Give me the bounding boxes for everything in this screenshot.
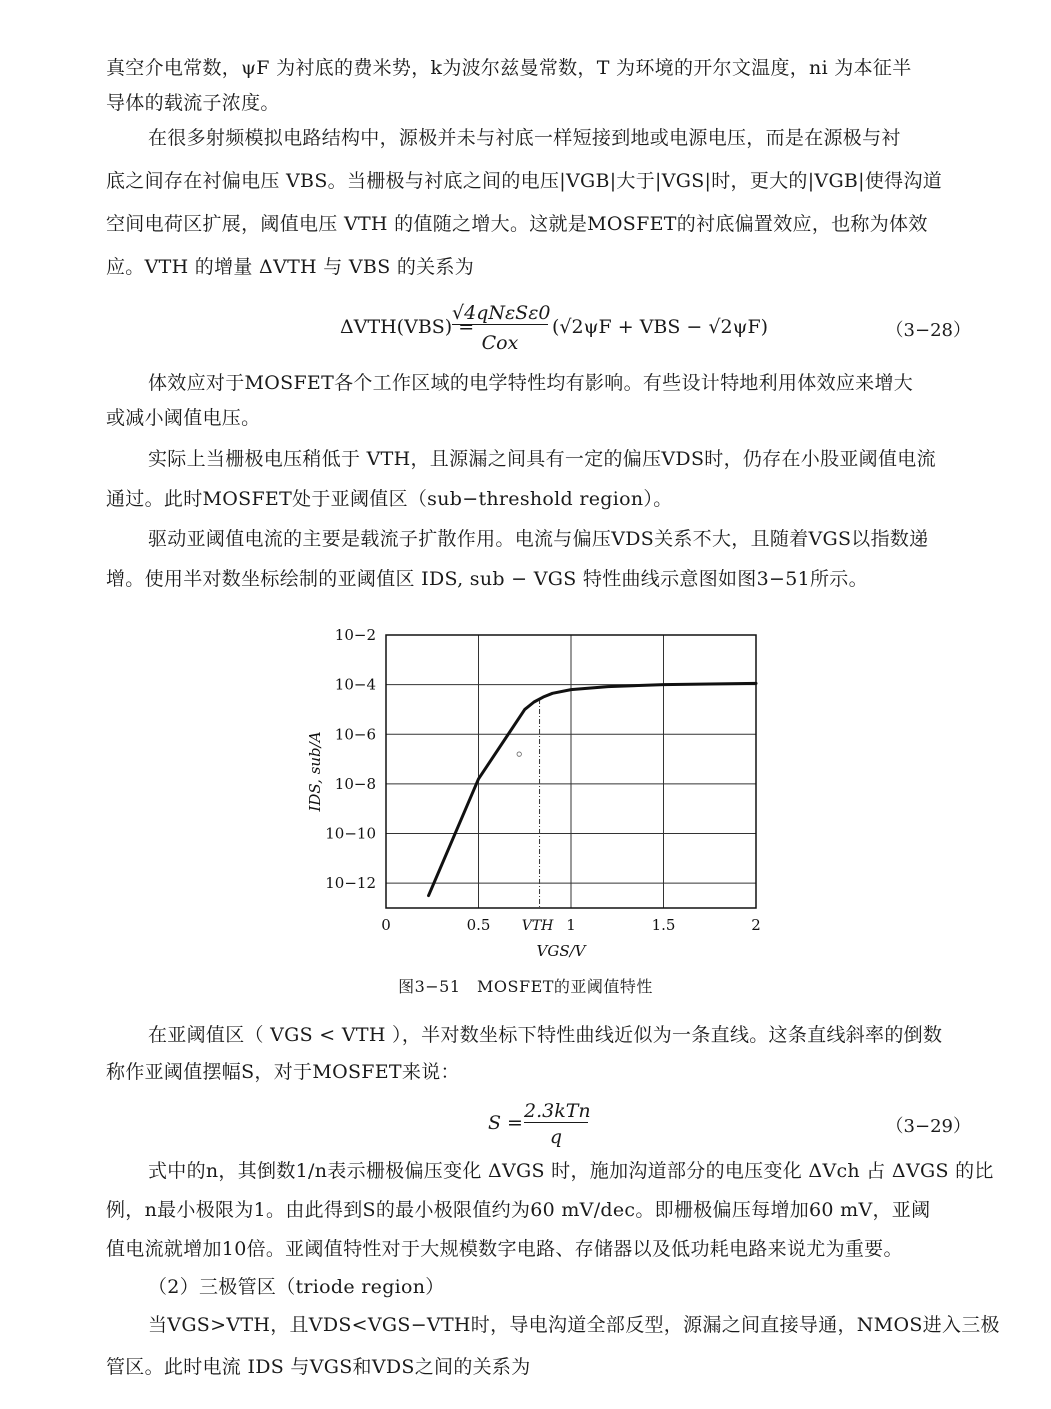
- figure-caption: 图3−51 MOSFET的亚阈值特性: [398, 977, 653, 996]
- eq1-numerator: √4qNεSε0: [452, 302, 551, 324]
- p2-line3: 空间电荷区扩展，阈值电压 VTH 的值随之增大。这就是MOSFET的衬底偏置效应，也称为体效: [106, 213, 928, 235]
- y-axis-label: IDS, sub/A: [306, 731, 324, 812]
- eq2-lhs: S =: [488, 1112, 523, 1134]
- y-tick-label: 10−4: [334, 675, 376, 694]
- y-tick-label: 10−12: [325, 874, 376, 893]
- p1-line2: 导体的载流子浓度。: [106, 92, 280, 114]
- p3-line2: 或减小阈值电压。: [106, 407, 261, 429]
- p1-line1: 真空介电常数，ψF 为衬底的费米势，k为波尔兹曼常数，T 为环境的开尔文温度，ni 为本征半: [106, 57, 912, 79]
- eq2-number: （3−29）: [885, 1116, 971, 1137]
- marker-point: [517, 752, 521, 756]
- p2-line4: 应。VTH 的增量 ΔVTH 与 VBS 的关系为: [106, 256, 475, 278]
- p2-line2: 底之间存在衬偏电压 VBS。当栅极与衬底之间的电压|VGB|大于|VGS|时，更大的|VGB|使得沟道: [106, 170, 943, 192]
- eq1-lhs: ΔVTH(VBS) =: [340, 316, 475, 338]
- p7-line1: 式中的n，其倒数1/n表示栅极偏压变化 ΔVGS 时，施加沟道部分的电压变化 ΔVch 占 ΔVGS 的比: [148, 1160, 994, 1182]
- figure-3-51: [300, 620, 780, 965]
- p5-line1: 驱动亚阈值电流的主要是载流子扩散作用。电流与偏压VDS关系不大，且随着VGS以指数递: [148, 528, 929, 550]
- p9-line1: 当VGS>VTH，且VDS<VGS−VTH时，导电沟道全部反型，源漏之间直接导通，NMOS进入三极: [148, 1314, 1000, 1336]
- p5-line2: 增。使用半对数坐标绘制的亚阈值区 IDS, sub − VGS 特性曲线示意图如图3−51所示。: [106, 568, 868, 590]
- x-axis-label: VGS/V: [536, 942, 586, 960]
- section-heading-triode: （2）三极管区（triode region）: [148, 1276, 445, 1298]
- x-tick-label: 1.5: [651, 916, 676, 934]
- eq1-rhs: (√2ψF + VBS − √2ψF): [552, 316, 769, 338]
- equation-3-29: [0, 1100, 1051, 1150]
- x-tick-label: 1: [566, 916, 576, 934]
- p6-line2: 称作亚阈值摆幅S，对于MOSFET来说：: [106, 1061, 460, 1083]
- p2-line1: 在很多射频模拟电路结构中，源极并未与衬底一样短接到地或电源电压，而是在源极与衬: [148, 127, 901, 149]
- p6-line1: 在亚阈值区（ VGS < VTH ），半对数坐标下特性曲线近似为一条直线。这条直线斜率的倒数: [148, 1024, 943, 1046]
- vth-tick-label: VTH: [521, 918, 554, 934]
- x-tick-label: 2: [751, 916, 761, 934]
- p7-line3: 值电流就增加10倍。亚阈值特性对于大规模数字电路、存储器以及低功耗电路来说尤为重要。: [106, 1238, 903, 1260]
- p4-line1: 实际上当栅极电压稍低于 VTH，且源漏之间具有一定的偏压VDS时，仍存在小股亚阈值电流: [148, 448, 936, 470]
- p9-line2: 管区。此时电流 IDS 与VGS和VDS之间的关系为: [106, 1356, 531, 1378]
- p3-line1: 体效应对于MOSFET各个工作区域的电学特性均有影响。有些设计特地利用体效应来增大: [148, 372, 914, 394]
- eq2-denominator: q: [549, 1126, 563, 1148]
- p4-line2: 通过。此时MOSFET处于亚阈值区（sub−threshold region）。: [106, 488, 673, 510]
- x-tick-label: 0: [381, 916, 391, 934]
- equation-3-28: [0, 302, 1051, 358]
- eq1-number: （3−28）: [885, 320, 971, 341]
- eq1-denominator: Cox: [481, 332, 519, 354]
- eq2-numerator: 2.3kTn: [524, 1100, 591, 1122]
- y-tick-label: 10−8: [334, 774, 376, 793]
- p7-line2: 例，n最小极限为1。由此得到S的最小极限值约为60 mV/dec。即栅极偏压每增加60 mV，亚阈: [106, 1199, 931, 1221]
- y-tick-label: 10−10: [325, 824, 376, 843]
- subthreshold-chart: [300, 620, 780, 965]
- ids-curve: [429, 683, 756, 895]
- y-tick-label: 10−6: [334, 725, 376, 744]
- x-tick-label: 0.5: [466, 916, 491, 934]
- y-tick-label: 10−2: [334, 626, 376, 644]
